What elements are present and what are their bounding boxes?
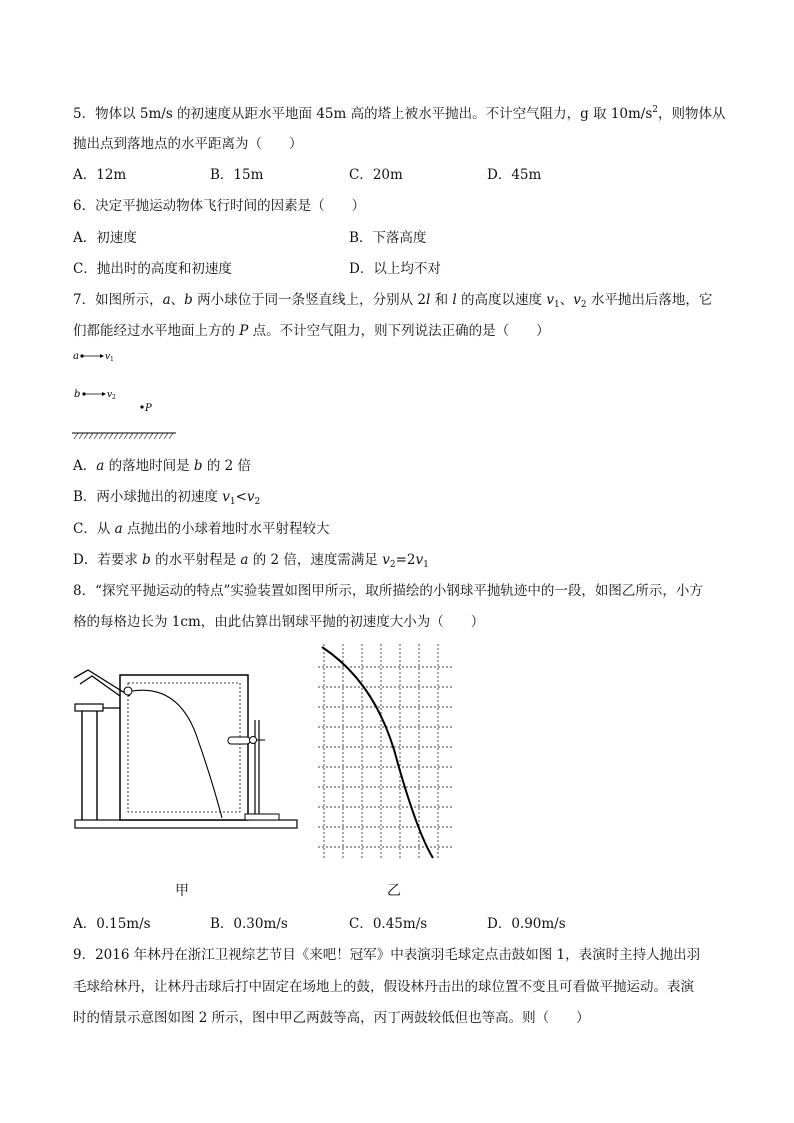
q9-stem-line2: 毛球给林丹，让林丹击球后打中固定在场地上的鼓，假设林丹击出的球位置不变且可看做平抛运动。表演: [73, 979, 694, 995]
q7-fig-label-p: P: [145, 403, 152, 414]
point-p: [140, 405, 143, 408]
grid-lines: [318, 644, 452, 860]
q8-stem-line2: 格的每格边长为 1cm，由此估算出钢球平抛的初速度大小为（ ）: [73, 614, 485, 630]
q6-option-a: A．初速度: [73, 230, 137, 246]
q7-stem-line1: 7．如图所示，a、b 两小球位于同一条竖直线上，分别从 2l 和 l 的高度以速度 $v_1$、$v_2$ 水平抛出后落地，它: [73, 292, 713, 310]
q8-option-c: C．0.45m/s: [349, 916, 428, 932]
q5-option-a: A．12m: [73, 167, 127, 183]
q5-option-b: B．15m: [210, 167, 264, 183]
ground-hatching: [74, 433, 173, 439]
q8-caption-jia: 甲: [175, 883, 189, 899]
trajectory-curve: [322, 647, 433, 858]
q7-fig-label-v2: v: [107, 390, 113, 400]
q6-option-d: D．以上均不对: [349, 261, 441, 277]
q5-stem-line2: 抛出点到落地点的水平距离为（ ）: [73, 136, 303, 152]
q8-option-b: B．0.30m/s: [210, 916, 288, 932]
q8-figure-yi-grid: [318, 644, 458, 864]
svg-text:2: 2: [112, 394, 116, 401]
q5-option-d: D．45m: [487, 167, 542, 183]
q9-stem-line3: 时的情景示意图如图 2 所示，图中甲乙两鼓等高，丙丁两鼓较低但也等高。则（ ）: [73, 1010, 590, 1026]
q8-caption-yi: 乙: [387, 883, 401, 899]
q7-option-d: D．若要求 b 的水平射程是 a 的 2 倍，速度需满足 $v_2=2v_1$: [73, 552, 429, 570]
q8-figure-jia-apparatus: [70, 650, 310, 840]
q7-option-a: A．a 的落地时间是 b 的 2 倍: [73, 458, 252, 474]
q6-option-c: C．抛出时的高度和初速度: [73, 261, 232, 277]
q7-stem-line2: 们都能经过水平地面上方的 P 点。不计空气阻力，则下列说法正确的是（ ）: [73, 323, 550, 339]
svg-text:1: 1: [110, 356, 114, 363]
q7-option-b: B．两小球抛出的初速度 $v_1<v_2$: [73, 489, 261, 507]
q8-option-d: D．0.90m/s: [487, 916, 566, 932]
q8-stem-line1: 8．“探究平抛运动的特点”实验装置如图甲所示，取所描绘的小钢球平抛轨迹中的一段，如图乙所示，小方: [73, 583, 703, 599]
q7-fig-label-v1: v: [105, 352, 111, 362]
q7-fig-label-a: a: [73, 351, 79, 362]
q7-figure: [70, 345, 190, 445]
q7-fig-label-b: b: [74, 389, 81, 400]
q6-stem: 6．决定平抛运动物体飞行时间的因素是（ ）: [73, 198, 366, 214]
q9-stem-line1: 9．2016 年林丹在浙江卫视综艺节目《来吧！冠军》中表演羽毛球定点击鼓如图 1，表演时主持人抛出羽: [73, 947, 701, 963]
q5-option-c: C．20m: [349, 167, 403, 183]
q5-stem-line1: 5．物体以 5m/s 的初速度从距水平地面 45m 高的塔上被水平抛出。不计空气阻力，g 取 $10m/s^2$，则物体从: [73, 105, 726, 122]
q6-option-b: B．下落高度: [349, 230, 427, 246]
q8-option-a: A．0.15m/s: [73, 916, 151, 932]
q7-option-c: C．从 a 点抛出的小球着地时水平射程较大: [73, 521, 330, 537]
